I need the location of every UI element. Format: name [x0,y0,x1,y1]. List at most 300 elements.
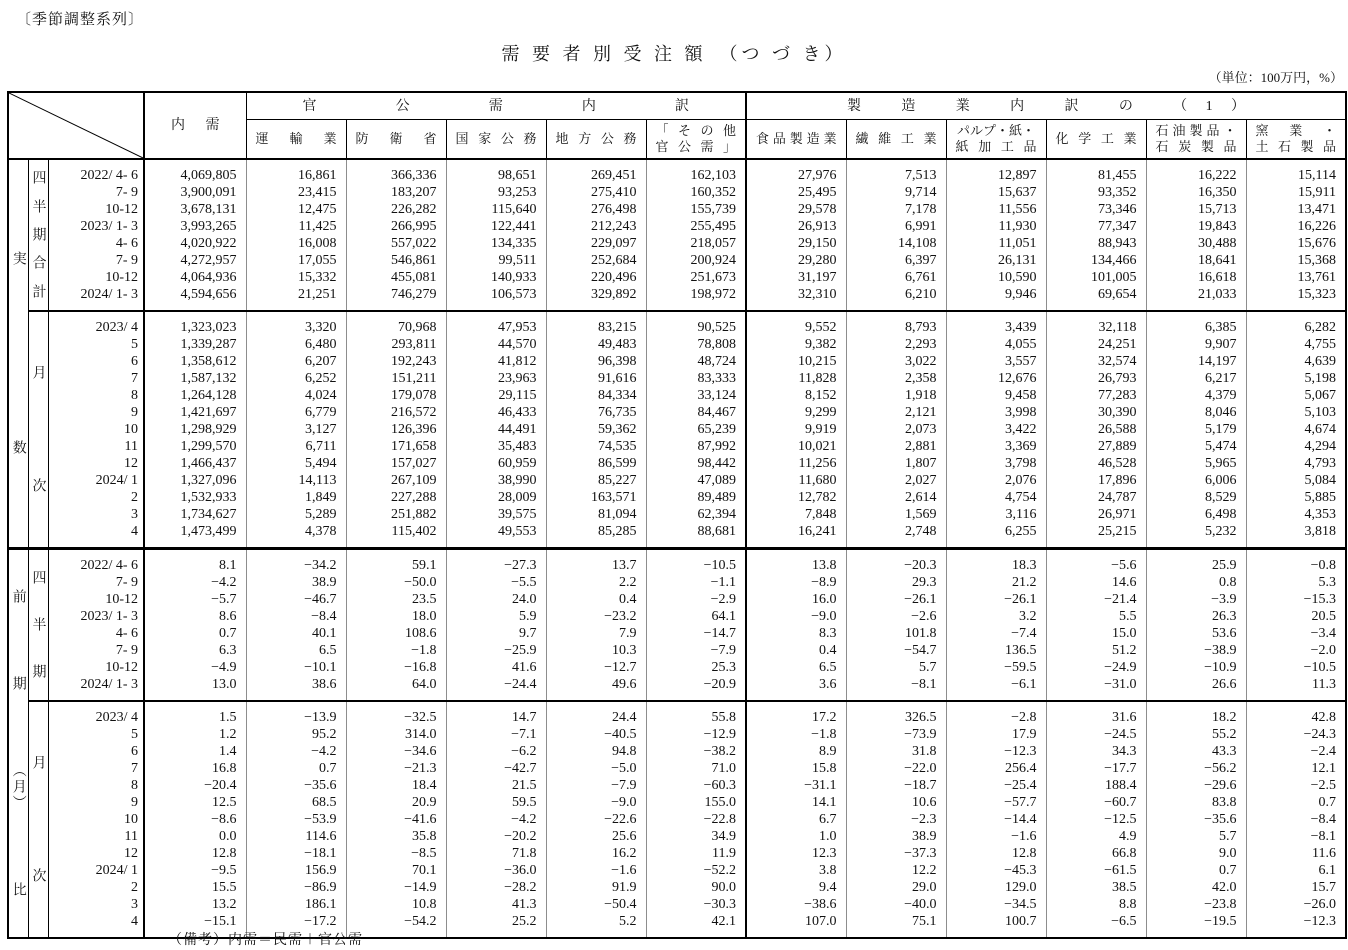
cell-local-government: 275,410 [546,184,646,201]
cell-chemical: 27,889 [1046,438,1146,455]
cell-petroleum-coal: 15,713 [1146,201,1246,218]
cell-defense-ministry: 183,207 [346,184,446,201]
period-label: 11 [48,438,144,455]
table-row [8,625,1346,642]
table-row [8,811,1346,828]
cell-pulp-paper: 11,930 [946,218,1046,235]
cell-other-government: 33,124 [646,387,746,404]
cell-food-manufacturing: 29,150 [746,235,846,252]
cell-textile: 326.5 [846,701,946,726]
cell-other-government: 200,924 [646,252,746,269]
block-label: 四 半 期 [28,549,48,702]
cell-pulp-paper: 12,676 [946,370,1046,387]
cell-domestic-demand: 8.1 [144,549,246,575]
cell-pulp-paper: 9,458 [946,387,1046,404]
cell-national-government: 122,441 [446,218,546,235]
cell-petroleum-coal: 8,046 [1146,404,1246,421]
cell-national-government: 29,115 [446,387,546,404]
cell-ceramics-stone: −15.3 [1246,591,1346,608]
cell-ceramics-stone: 20.5 [1246,608,1346,625]
cell-local-government: 163,571 [546,489,646,506]
cell-defense-ministry: 546,861 [346,252,446,269]
cell-food-manufacturing: 9.4 [746,879,846,896]
cell-local-government: −50.4 [546,896,646,913]
cell-food-manufacturing: 15.8 [746,760,846,777]
cell-chemical: −21.4 [1046,591,1146,608]
cell-food-manufacturing: 14.1 [746,794,846,811]
cell-other-government: 83,333 [646,370,746,387]
cell-local-government: −40.5 [546,726,646,743]
cell-transport: 38.6 [246,676,346,701]
col-header-pulp-paper: パルプ・紙・ 紙 加 工 品 [946,120,1046,160]
cell-textile: −54.7 [846,642,946,659]
cell-food-manufacturing: 9,552 [746,311,846,336]
cell-ceramics-stone: 11.3 [1246,676,1346,701]
cell-domestic-demand: 1,323,023 [144,311,246,336]
cell-pulp-paper: 3,557 [946,353,1046,370]
cell-petroleum-coal: 55.2 [1146,726,1246,743]
period-label: 4- 6 [48,625,144,642]
cell-defense-ministry: 455,081 [346,269,446,286]
period-label: 5 [48,336,144,353]
cell-ceramics-stone: 15,911 [1246,184,1346,201]
cell-chemical: 26,971 [1046,506,1146,523]
cell-national-government: 39,575 [446,506,546,523]
col-group-government-demand: 官 公 需 内 訳 [246,92,746,120]
cell-domestic-demand: 12.8 [144,845,246,862]
cell-national-government: 59.5 [446,794,546,811]
cell-other-government: 88,681 [646,523,746,549]
period-label: 2022/ 4- 6 [48,159,144,184]
cell-pulp-paper: 100.7 [946,913,1046,938]
cell-other-government: 251,673 [646,269,746,286]
cell-other-government: 25.3 [646,659,746,676]
cell-petroleum-coal: 53.6 [1146,625,1246,642]
table-row [8,311,1346,336]
table-row [8,896,1346,913]
cell-domestic-demand: 1,358,612 [144,353,246,370]
table-row [8,506,1346,523]
cell-pulp-paper: 26,131 [946,252,1046,269]
cell-local-government: 96,398 [546,353,646,370]
cell-transport: 6,480 [246,336,346,353]
cell-chemical: 46,528 [1046,455,1146,472]
cell-national-government: 98,651 [446,159,546,184]
cell-pulp-paper: 12,897 [946,159,1046,184]
cell-national-government: 106,573 [446,286,546,311]
cell-defense-ministry: 227,288 [346,489,446,506]
cell-pulp-paper: 129.0 [946,879,1046,896]
cell-other-government: −14.7 [646,625,746,642]
cell-chemical: 31.6 [1046,701,1146,726]
cell-ceramics-stone: 5,885 [1246,489,1346,506]
cell-food-manufacturing: 8,152 [746,387,846,404]
cell-domestic-demand: 4,064,936 [144,269,246,286]
cell-pulp-paper: 17.9 [946,726,1046,743]
cell-chemical: 101,005 [1046,269,1146,286]
cell-ceramics-stone: 5,067 [1246,387,1346,404]
cell-textile: 29.3 [846,574,946,591]
cell-domestic-demand: 1.2 [144,726,246,743]
col-group-manufacturing: 製 造 業 内 訳 の （1） [746,92,1346,120]
cell-local-government: 49,483 [546,336,646,353]
cell-transport: 6,711 [246,438,346,455]
cell-domestic-demand: 12.5 [144,794,246,811]
cell-ceramics-stone: −2.5 [1246,777,1346,794]
cell-transport: −35.6 [246,777,346,794]
cell-petroleum-coal: −23.8 [1146,896,1246,913]
cell-textile: −37.3 [846,845,946,862]
cell-textile: −26.1 [846,591,946,608]
period-label: 10-12 [48,591,144,608]
cell-textile: −73.9 [846,726,946,743]
cell-defense-ministry: −50.0 [346,574,446,591]
cell-ceramics-stone: 6.1 [1246,862,1346,879]
cell-food-manufacturing: 9,299 [746,404,846,421]
cell-other-government: 55.8 [646,701,746,726]
table-row [8,421,1346,438]
cell-national-government: 38,990 [446,472,546,489]
cell-petroleum-coal: −38.9 [1146,642,1246,659]
cell-petroleum-coal: 9.0 [1146,845,1246,862]
cell-transport: 6.5 [246,642,346,659]
cell-textile: 10.6 [846,794,946,811]
cell-domestic-demand: 1.5 [144,701,246,726]
cell-textile: 5.7 [846,659,946,676]
cell-defense-ministry: 216,572 [346,404,446,421]
period-label: 11 [48,828,144,845]
cell-petroleum-coal: 14,197 [1146,353,1246,370]
cell-national-government: 9.7 [446,625,546,642]
cell-textile: 2,293 [846,336,946,353]
table-row [8,235,1346,252]
cell-national-government: −7.1 [446,726,546,743]
period-label: 7 [48,370,144,387]
cell-transport: −13.9 [246,701,346,726]
cell-food-manufacturing: 13.8 [746,549,846,575]
cell-ceramics-stone: 4,353 [1246,506,1346,523]
cell-chemical: 77,283 [1046,387,1146,404]
section-label: 前 期 （月） 比 [8,549,28,939]
cell-local-government: 10.3 [546,642,646,659]
cell-national-government: 41.3 [446,896,546,913]
cell-domestic-demand: 8.6 [144,608,246,625]
cell-chemical: −24.9 [1046,659,1146,676]
cell-textile: 1,918 [846,387,946,404]
col-header-textile: 繊 維 工 業 [846,120,946,160]
period-label: 7- 9 [48,184,144,201]
cell-ceramics-stone: 5,198 [1246,370,1346,387]
cell-pulp-paper: 3,116 [946,506,1046,523]
cell-petroleum-coal: 6,385 [1146,311,1246,336]
cell-other-government: −20.9 [646,676,746,701]
cell-pulp-paper: −59.5 [946,659,1046,676]
cell-petroleum-coal: −56.2 [1146,760,1246,777]
cell-local-government: 59,362 [546,421,646,438]
cell-defense-ministry: 192,243 [346,353,446,370]
cell-pulp-paper: 3,798 [946,455,1046,472]
cell-national-government: 35,483 [446,438,546,455]
table-body [8,159,1346,938]
cell-national-government: 46,433 [446,404,546,421]
cell-chemical: −31.0 [1046,676,1146,701]
period-label: 10 [48,811,144,828]
cell-national-government: 44,491 [446,421,546,438]
cell-pulp-paper: −14.4 [946,811,1046,828]
cell-defense-ministry: 70.1 [346,862,446,879]
period-label: 4 [48,913,144,938]
cell-textile: 12.2 [846,862,946,879]
cell-chemical: 26,793 [1046,370,1146,387]
cell-other-government: 155.0 [646,794,746,811]
cell-transport: −34.2 [246,549,346,575]
table-row [8,676,1346,701]
cell-textile: 14,108 [846,235,946,252]
block-label: 月 次 [28,311,48,549]
cell-other-government: 255,495 [646,218,746,235]
cell-textile: 2,121 [846,404,946,421]
cell-chemical: 34.3 [1046,743,1146,760]
cell-domestic-demand: 1,421,697 [144,404,246,421]
cell-food-manufacturing: 8.9 [746,743,846,760]
cell-defense-ministry: 171,658 [346,438,446,455]
cell-pulp-paper: 11,051 [946,235,1046,252]
cell-food-manufacturing: 9,382 [746,336,846,353]
cell-national-government: 41,812 [446,353,546,370]
cell-textile: −2.3 [846,811,946,828]
cell-ceramics-stone: −2.0 [1246,642,1346,659]
cell-food-manufacturing: 11,256 [746,455,846,472]
cell-textile: 8,793 [846,311,946,336]
cell-domestic-demand: 4,069,805 [144,159,246,184]
cell-national-government: 49,553 [446,523,546,549]
cell-other-government: 198,972 [646,286,746,311]
cell-transport: 23,415 [246,184,346,201]
cell-defense-ministry: −32.5 [346,701,446,726]
cell-food-manufacturing: 16,241 [746,523,846,549]
cell-chemical: 30,390 [1046,404,1146,421]
cell-petroleum-coal: 5,232 [1146,523,1246,549]
cell-pulp-paper: 6,255 [946,523,1046,549]
cell-food-manufacturing: 31,197 [746,269,846,286]
cell-textile: 6,761 [846,269,946,286]
period-label: 10 [48,421,144,438]
cell-defense-ministry: 266,995 [346,218,446,235]
period-label: 4- 6 [48,235,144,252]
cell-ceramics-stone: 5.3 [1246,574,1346,591]
cell-ceramics-stone: 4,674 [1246,421,1346,438]
cell-defense-ministry: −16.8 [346,659,446,676]
table-row [8,777,1346,794]
cell-ceramics-stone: 15,114 [1246,159,1346,184]
period-label: 2024/ 1- 3 [48,676,144,701]
cell-national-government: 25.2 [446,913,546,938]
cell-defense-ministry: 179,078 [346,387,446,404]
cell-pulp-paper: 15,637 [946,184,1046,201]
cell-other-government: 71.0 [646,760,746,777]
cell-defense-ministry: 108.6 [346,625,446,642]
col-header-national-government: 国 家 公 務 [446,120,546,160]
cell-textile: 2,027 [846,472,946,489]
cell-chemical: 73,346 [1046,201,1146,218]
table-row [8,201,1346,218]
cell-textile: 7,178 [846,201,946,218]
cell-food-manufacturing: 26,913 [746,218,846,235]
cell-defense-ministry: 366,336 [346,159,446,184]
cell-textile: 2,358 [846,370,946,387]
cell-transport: 5,289 [246,506,346,523]
cell-defense-ministry: 35.8 [346,828,446,845]
cell-domestic-demand: 1,466,437 [144,455,246,472]
period-label: 7- 9 [48,252,144,269]
cell-chemical: 26,588 [1046,421,1146,438]
cell-chemical: 188.4 [1046,777,1146,794]
col-header-defense-ministry: 防 衛 省 [346,120,446,160]
cell-food-manufacturing: 10,215 [746,353,846,370]
period-label: 12 [48,845,144,862]
cell-textile: −20.3 [846,549,946,575]
table-row [8,159,1346,184]
cell-national-government: 115,640 [446,201,546,218]
period-label: 2 [48,489,144,506]
cell-other-government: 42.1 [646,913,746,938]
cell-food-manufacturing: −31.1 [746,777,846,794]
cell-chemical: 81,455 [1046,159,1146,184]
cell-food-manufacturing: 0.4 [746,642,846,659]
col-header-domestic-demand: 内 需 [144,92,246,159]
cell-ceramics-stone: 15,323 [1246,286,1346,311]
cell-local-government: 229,097 [546,235,646,252]
col-header-transport: 運 輸 業 [246,120,346,160]
cell-transport: 6,207 [246,353,346,370]
cell-chemical: 5.5 [1046,608,1146,625]
cell-domestic-demand: −4.2 [144,574,246,591]
cell-local-government: 74,535 [546,438,646,455]
cell-pulp-paper: −1.6 [946,828,1046,845]
cell-textile: 38.9 [846,828,946,845]
cell-transport: 5,494 [246,455,346,472]
cell-local-government: 83,215 [546,311,646,336]
cell-national-government: −6.2 [446,743,546,760]
period-label: 9 [48,404,144,421]
cell-other-government: −38.2 [646,743,746,760]
cell-chemical: 134,466 [1046,252,1146,269]
cell-transport: 95.2 [246,726,346,743]
cell-local-government: 329,892 [546,286,646,311]
cell-other-government: 64.1 [646,608,746,625]
cell-food-manufacturing: −1.8 [746,726,846,743]
cell-domestic-demand: −20.4 [144,777,246,794]
cell-national-government: 41.6 [446,659,546,676]
period-label: 3 [48,506,144,523]
cell-other-government: −10.5 [646,549,746,575]
period-label: 10-12 [48,659,144,676]
cell-pulp-paper: 256.4 [946,760,1046,777]
cell-food-manufacturing: 32,310 [746,286,846,311]
cell-domestic-demand: 4,272,957 [144,252,246,269]
cell-ceramics-stone: −12.3 [1246,913,1346,938]
cell-transport: 6,252 [246,370,346,387]
header-group-row [8,92,1346,120]
table-row [8,549,1346,575]
period-label: 10-12 [48,201,144,218]
cell-ceramics-stone: 4,639 [1246,353,1346,370]
cell-other-government: −30.3 [646,896,746,913]
cell-petroleum-coal: 5,179 [1146,421,1246,438]
cell-chemical: 24,251 [1046,336,1146,353]
cell-local-government: −1.6 [546,862,646,879]
cell-national-government: −24.4 [446,676,546,701]
cell-textile: −22.0 [846,760,946,777]
cell-transport: −17.2 [246,913,346,938]
table-row [8,286,1346,311]
cell-food-manufacturing: 10,021 [746,438,846,455]
cell-national-government: 23,963 [446,370,546,387]
table-row [8,404,1346,421]
cell-ceramics-stone: 3,818 [1246,523,1346,549]
cell-textile: 101.8 [846,625,946,642]
cell-local-government: 212,243 [546,218,646,235]
cell-domestic-demand: 1,734,627 [144,506,246,523]
cell-ceramics-stone: 5,084 [1246,472,1346,489]
cell-local-government: 91,616 [546,370,646,387]
cell-national-government: 14.7 [446,701,546,726]
cell-chemical: 77,347 [1046,218,1146,235]
cell-ceramics-stone: 6,282 [1246,311,1346,336]
cell-other-government: 11.9 [646,845,746,862]
cell-pulp-paper: −7.4 [946,625,1046,642]
cell-textile: 29.0 [846,879,946,896]
cell-other-government: 90.0 [646,879,746,896]
cell-textile: 2,614 [846,489,946,506]
cell-local-government: 252,684 [546,252,646,269]
cell-domestic-demand: 1,587,132 [144,370,246,387]
period-label: 12 [48,455,144,472]
cell-textile: 2,748 [846,523,946,549]
cell-pulp-paper: −26.1 [946,591,1046,608]
cell-ceramics-stone: −8.4 [1246,811,1346,828]
cell-pulp-paper: 3.2 [946,608,1046,625]
cell-pulp-paper: −6.1 [946,676,1046,701]
cell-defense-ministry: −21.3 [346,760,446,777]
cell-defense-ministry: 557,022 [346,235,446,252]
table-row [8,726,1346,743]
cell-chemical: 51.2 [1046,642,1146,659]
cell-domestic-demand: 0.0 [144,828,246,845]
cell-local-government: 49.6 [546,676,646,701]
period-label: 10-12 [48,269,144,286]
cell-chemical: 25,215 [1046,523,1146,549]
cell-food-manufacturing: 7,848 [746,506,846,523]
cell-pulp-paper: −45.3 [946,862,1046,879]
cell-transport: 186.1 [246,896,346,913]
cell-transport: −53.9 [246,811,346,828]
cell-transport: 38.9 [246,574,346,591]
cell-pulp-paper: 12.8 [946,845,1046,862]
cell-other-government: −1.1 [646,574,746,591]
cell-pulp-paper: 10,590 [946,269,1046,286]
cell-domestic-demand: 13.0 [144,676,246,701]
cell-local-government: 85,285 [546,523,646,549]
period-label: 2022/ 4- 6 [48,549,144,575]
cell-food-manufacturing: 27,976 [746,159,846,184]
cell-other-government: 34.9 [646,828,746,845]
cell-domestic-demand: 1,299,570 [144,438,246,455]
cell-other-government: 218,057 [646,235,746,252]
period-label: 2024/ 1- 3 [48,286,144,311]
cell-local-government: 76,735 [546,404,646,421]
period-label: 2024/ 1 [48,472,144,489]
